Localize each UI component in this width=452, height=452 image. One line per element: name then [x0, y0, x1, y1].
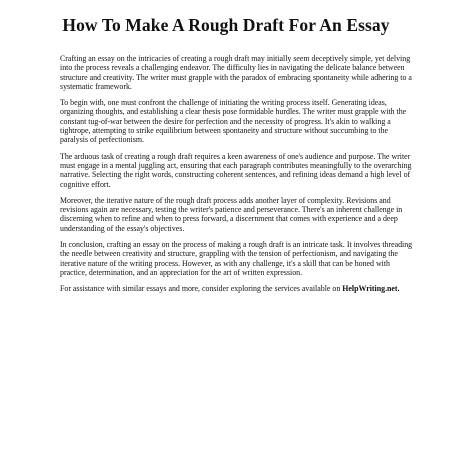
paragraph-beginning: To begin with, one must confront the challenge of initiating the writing process itself. Generating ideas, organizing thoughts, and establishing a clear thesis pose formidable hurdles. The writer must grapple with the constant tug-of-war between the desire for perfection and the necessity of progress. It's akin to walking a tightrope, attempting to strike equilibrium between spontaneity and structure without succumbing to the paralysis of perfectionism.: [60, 98, 407, 145]
paragraph-intro: Crafting an essay on the intricacies of creating a rough draft may initially seem deceptively simple, yet delving into the process reveals a challenging endeavor. The difficulty lies in navigating the delicate balance between structure and creativity. The writer must grapple with the paradox of embracing spontaneity while adhering to a systematic framework.: [60, 54, 412, 91]
page-title: How To Make A Rough Draft For An Essay: [62, 15, 390, 35]
closing-text: For assistance with similar essays and more, consider exploring the services available on: [60, 284, 341, 294]
document-body: [60, 54, 418, 301]
paragraph-conclusion: In conclusion, crafting an essay on the process of making a rough draft is an intricate task. It involves threading the needle between creativity and structure, grappling with the tension of perfectionism, and navigating the iterative nature of the writing process. However, as with any challenge, it's a skill that can be honed with practice, determination, and an appreciation for the art of written expression.: [60, 240, 413, 277]
paragraph-audience: The arduous task of creating a rough draft requires a keen awareness of one's audience and purpose. The writer must engage in a mental juggling act, ensuring that each paragraph contributes meaningfully to the overarching narrative. Selecting the right words, constructing coherent sentences, and refining ideas demand a high level of cognitive effort.: [60, 151, 412, 189]
paragraph-iteration: Moreover, the iterative nature of the rough draft process adds another layer of complexity. Revisions and revisions again are necessary, testing the writer's patience and perseverance. There's an inherent challenge in discerning when to refine and when to press forward, a discernment that comes with experience and a deep understanding of the essay's objectives.: [60, 195, 403, 233]
closing-period: .: [397, 284, 400, 294]
paragraph-closing: [60, 284, 418, 293]
helpwriting-link[interactable]: HelpWriting.net: [342, 284, 398, 294]
